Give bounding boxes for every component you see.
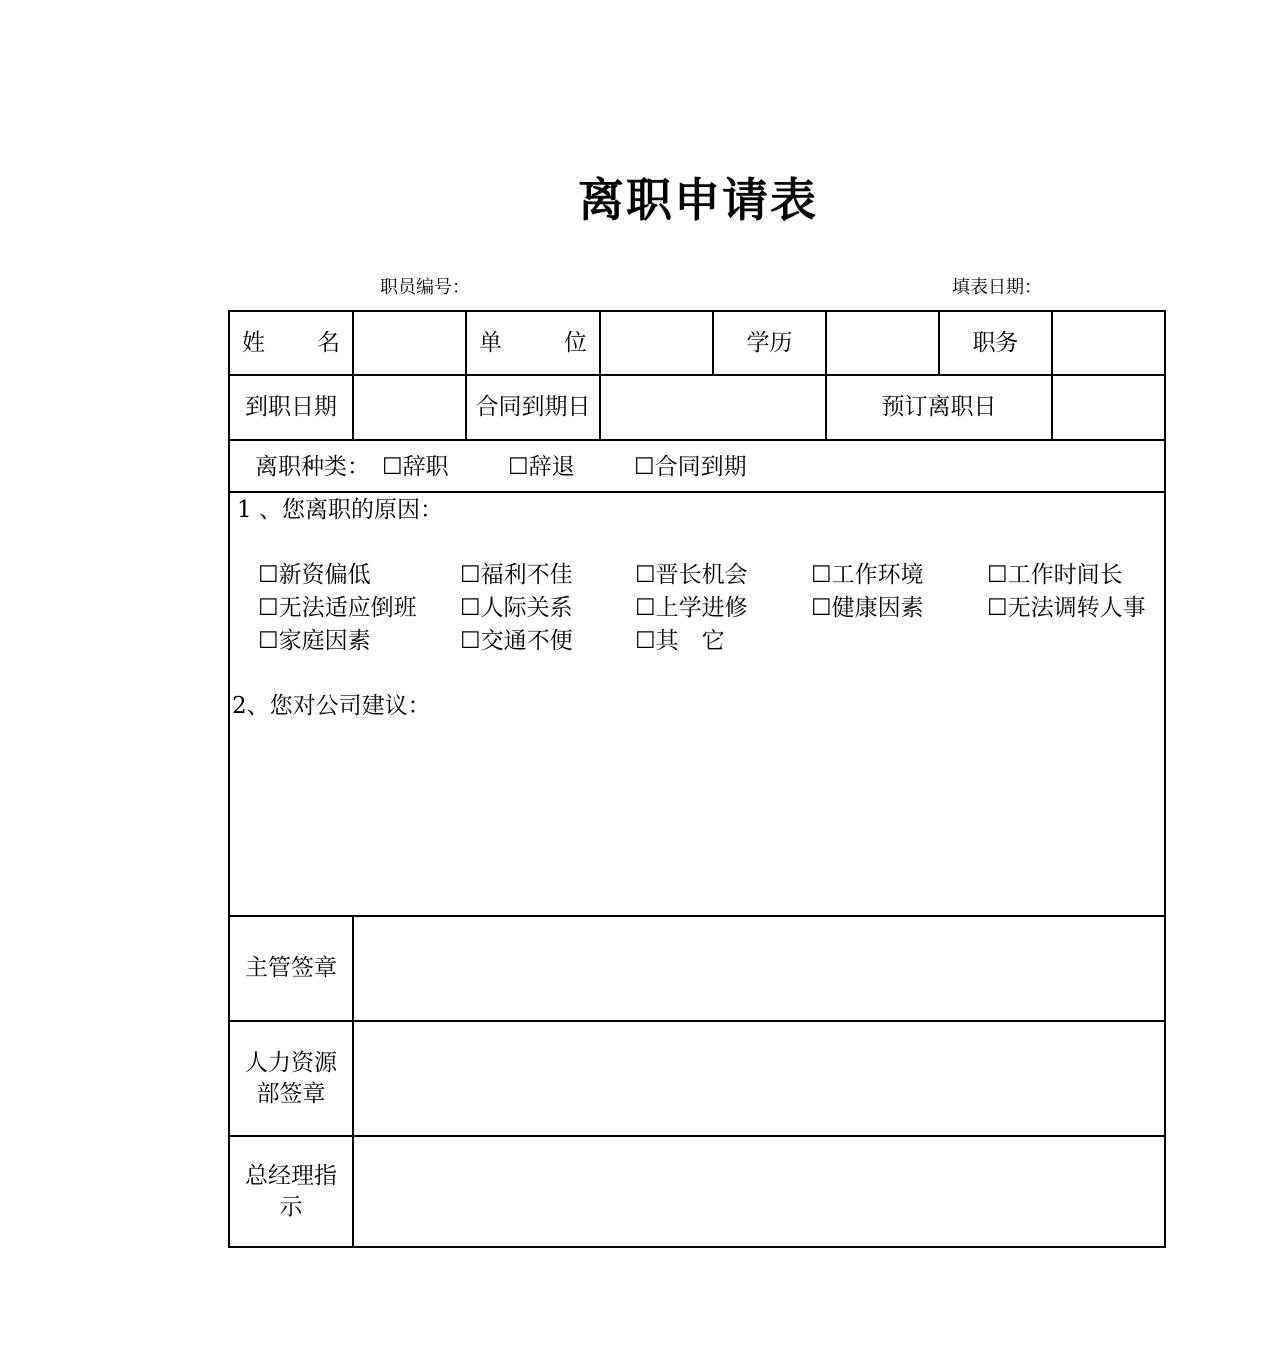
start-date-field[interactable] <box>354 376 465 439</box>
leave-type-contract-expired-checkbox[interactable]: ☐合同到期 <box>634 454 747 480</box>
supervisor-signature-label: 主管签章 <box>245 955 337 981</box>
reason-other-checkbox[interactable]: ☐其 它 <box>635 628 725 654</box>
reason-family-checkbox[interactable]: ☐家庭因素 <box>258 628 371 654</box>
reason-long-hours-checkbox[interactable]: ☐工作时间长 <box>987 562 1123 588</box>
hr-signature-label: 人力资源部签章 <box>245 1049 337 1107</box>
unit-label: 单 位 <box>479 329 587 356</box>
planned-leave-label: 预订离职日 <box>881 394 997 420</box>
reason-transfer-checkbox[interactable]: ☐无法调转人事 <box>987 595 1146 621</box>
leave-type-resign-checkbox[interactable]: ☐辞职 <box>382 454 449 480</box>
planned-leave-field[interactable] <box>1053 376 1164 439</box>
form-title: 离职申请表 <box>578 173 818 227</box>
reason-transport-checkbox[interactable]: ☐交通不便 <box>460 628 573 654</box>
reason-relationships-checkbox[interactable]: ☐人际关系 <box>460 595 573 621</box>
contract-end-field[interactable] <box>601 376 825 439</box>
row-divider <box>228 491 1166 493</box>
reason-promotion-checkbox[interactable]: ☐晋长机会 <box>635 562 748 588</box>
supervisor-signature-field[interactable] <box>354 917 1164 1020</box>
suggestion-field[interactable] <box>232 724 1162 909</box>
leave-type-dismissed-checkbox[interactable]: ☐辞退 <box>508 454 575 480</box>
gm-instruction-label: 总经理指示 <box>245 1162 337 1220</box>
education-label: 学历 <box>746 329 793 356</box>
row-divider <box>228 439 1166 441</box>
leave-type-label: 离职种类： <box>255 454 370 480</box>
hr-signature-field[interactable] <box>354 1022 1164 1135</box>
start-date-label: 到职日期 <box>245 394 337 420</box>
position-label: 职务 <box>972 329 1019 356</box>
unit-field[interactable] <box>601 312 712 374</box>
reason-work-environment-checkbox[interactable]: ☐工作环境 <box>811 562 924 588</box>
fill-date-label: 填表日期： <box>952 277 1042 298</box>
employee-number-label: 职员编号： <box>380 277 470 298</box>
contract-end-label: 合同到期日 <box>475 394 591 420</box>
suggestion-question: 2、您对公司建议： <box>232 693 431 719</box>
reason-further-study-checkbox[interactable]: ☐上学进修 <box>635 595 748 621</box>
name-field[interactable] <box>354 312 465 374</box>
gm-instruction-field[interactable] <box>354 1137 1164 1246</box>
reason-poor-benefits-checkbox[interactable]: ☐福利不佳 <box>460 562 573 588</box>
reason-low-salary-checkbox[interactable]: ☐新资偏低 <box>258 562 371 588</box>
reason-question: 1 、您离职的原因： <box>237 497 443 523</box>
reason-health-checkbox[interactable]: ☐健康因素 <box>811 595 924 621</box>
position-field[interactable] <box>1053 312 1164 374</box>
reason-shift-work-checkbox[interactable]: ☐无法适应倒班 <box>258 595 417 621</box>
name-label: 姓 名 <box>242 329 340 356</box>
education-field[interactable] <box>827 312 938 374</box>
